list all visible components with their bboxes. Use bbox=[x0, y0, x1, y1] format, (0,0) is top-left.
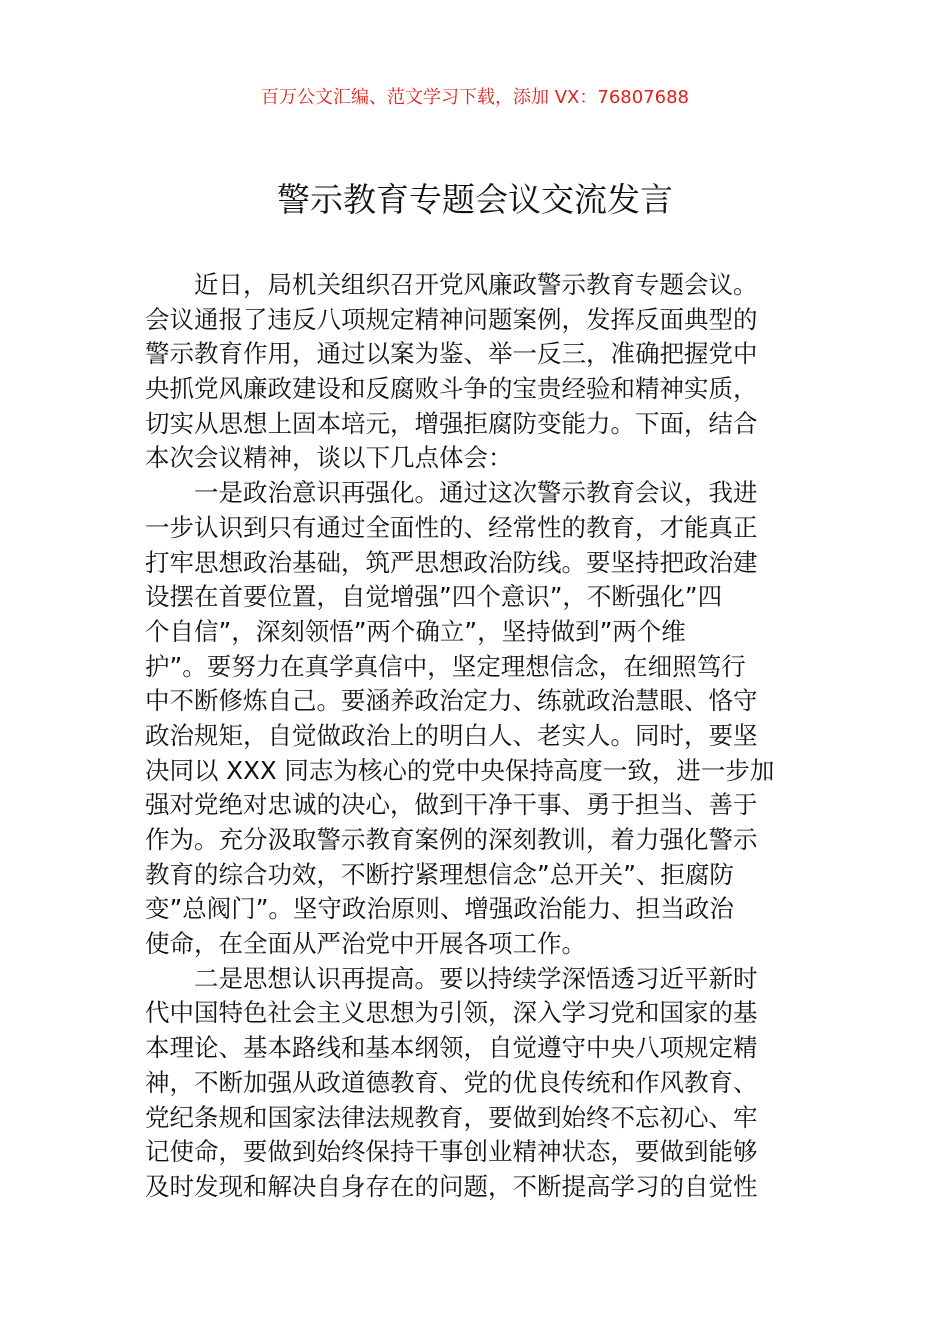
paragraph-first-line: 近日，局机关组织召开党风廉政警示教育专题会议。 bbox=[194, 270, 758, 299]
paragraph-line: 教育的综合功效，不断拧紧理想信念”总开关”、拒腐防 bbox=[145, 859, 734, 889]
paragraph-line: 使命，在全面从严治党中开展各项工作。 bbox=[145, 929, 586, 959]
document-body bbox=[145, 268, 805, 1205]
paragraph-line: 切实从思想上固本培元，增强拒腐防变能力。下面，结合 bbox=[145, 408, 758, 438]
paragraph-first-line: 二是思想认识再提高。要以持续学深悟透习近平新时 bbox=[194, 963, 758, 993]
paragraph-line: 打牢思想政治基础，筑严思想政治防线。要坚持把政治建 bbox=[145, 547, 758, 577]
paragraph-line: 神，不断加强从政道德教育、党的优良传统和作风教育、 bbox=[145, 1067, 758, 1097]
paragraph-line: 作为。充分汲取警示教育案例的深刻教训，着力强化警示 bbox=[145, 825, 758, 854]
paragraph-line: 中不断修炼自己。要涵养政治定力、练就政治慧眼、恪守 bbox=[145, 686, 758, 716]
paragraph-line: 会议通报了违反八项规定精神问题案例，发挥反面典型的 bbox=[145, 304, 758, 334]
paragraph-line: 央抓党风廉政建设和反腐败斗争的宝贵经验和精神实质， bbox=[145, 374, 758, 404]
paragraph-line: 警示教育作用，通过以案为鉴、举一反三，准确把握党中 bbox=[145, 339, 758, 369]
paragraph-line: 一步认识到只有通过全面性的、经常性的教育，才能真正 bbox=[145, 512, 758, 542]
document-title: 警示教育专题会议交流发言 bbox=[277, 180, 673, 219]
paragraph-line: 设摆在首要位置，自觉增强”四个意识”，不断强化”四 bbox=[145, 582, 723, 612]
paragraph-line: 个自信”，深刻领悟”两个确立”，坚持做到”两个维 bbox=[145, 616, 686, 646]
header-note: 百万公文汇编、范文学习下载，添加 VX：76807688 bbox=[261, 87, 689, 108]
paragraph-line: 记使命，要做到始终保持干事创业精神状态，要做到能够 bbox=[145, 1137, 758, 1167]
paragraph-line: 决同以 XXX 同志为核心的党中央保持高度一致，进一步加 bbox=[145, 755, 775, 785]
paragraph-line: 代中国特色社会主义思想为引领，深入学习党和国家的基 bbox=[145, 998, 758, 1028]
paragraph-line: 本次会议精神，谈以下几点体会： bbox=[145, 443, 513, 473]
paragraph-line: 本理论、基本路线和基本纲领，自觉遵守中央八项规定精 bbox=[145, 1033, 758, 1063]
paragraph-line: 强对党绝对忠诚的决心，做到干净干事、勇于担当、善于 bbox=[145, 790, 758, 820]
paragraph-line: 党纪条规和国家法律法规教育，要做到始终不忘初心、牢 bbox=[145, 1102, 758, 1132]
paragraph-line: 政治规矩，自觉做政治上的明白人、老实人。同时，要坚 bbox=[145, 720, 758, 750]
paragraph-line: 及时发现和解决自身存在的问题，不断提高学习的自觉性 bbox=[145, 1171, 758, 1201]
paragraph-line: 变”总阀门”。坚守政治原则、增强政治能力、担当政治 bbox=[145, 894, 734, 924]
paragraph-first-line: 一是政治意识再强化。通过这次警示教育会议，我进 bbox=[194, 478, 758, 508]
paragraph-line: 护”。要努力在真学真信中，坚定理想信念，在细照笃行 bbox=[145, 651, 746, 681]
